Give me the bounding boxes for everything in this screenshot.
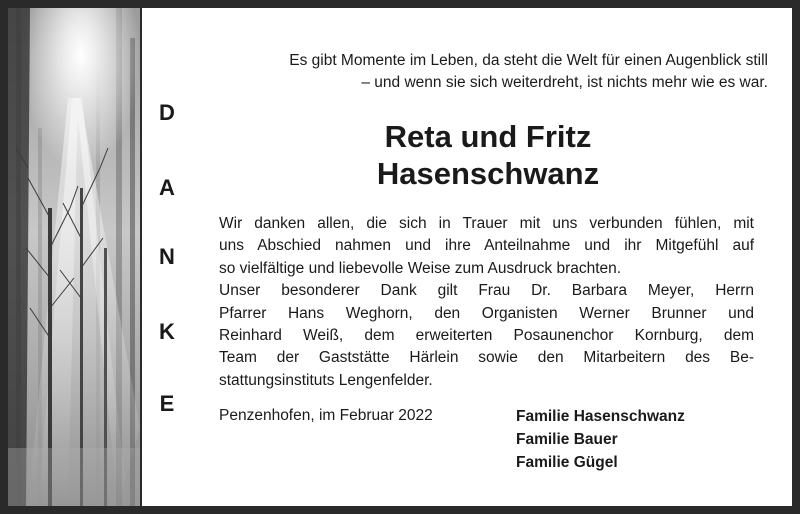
body-line: Team der Gaststätte Härlein sowie den Mitarbeitern des Be-: [219, 349, 754, 367]
quote-line: – und wenn sie sich weiterdreht, ist nichts mehr wie es war.: [361, 74, 768, 91]
danke-letter: N: [159, 244, 175, 269]
danke-letter: A: [159, 175, 175, 200]
body-line: stattungsinstituts Lengenfelder.: [219, 371, 433, 389]
body-line: Wir danken allen, die sich in Trauer mit uns verbunden fühlen, mit: [219, 215, 754, 232]
family-name: Familie Hasenschwanz: [516, 408, 685, 425]
deceased-first-names: Reta und Fritz: [384, 119, 592, 154]
deceased-surname: Hasenschwanz: [376, 156, 600, 191]
danke-letter: E: [159, 391, 175, 416]
family-name: Familie Gügel: [516, 454, 618, 471]
thank-you-text: [219, 213, 754, 392]
forest-photo: [8, 8, 140, 506]
danke-vertical-heading: [142, 8, 202, 506]
body-line: so vielfältige und liebevolle Weise zum Ausdruck brachten.: [219, 259, 622, 277]
danke-letter: D: [159, 100, 175, 125]
body-line: Unser besonderer Dank gilt Frau Dr. Barbara Meyer, Herrn: [219, 282, 754, 300]
memorial-quote: [208, 50, 768, 94]
deceased-names: [208, 118, 768, 192]
body-line: Reinhard Weiß, dem erweiterten Posaunenchor Kornburg, dem: [219, 327, 754, 345]
place-and-date: Penzenhofen, im Februar 2022: [219, 407, 433, 424]
body-line: uns Abschied nahmen und ihre Anteilnahme und ihr Mitgefühl auf: [219, 237, 754, 255]
family-signatures: [516, 405, 685, 474]
family-name: Familie Bauer: [516, 431, 618, 448]
quote-line: Es gibt Momente im Leben, da steht die Welt für einen Augenblick still: [289, 52, 768, 69]
body-line: Pfarrer Hans Weghorn, den Organisten Werner Brunner und: [219, 304, 754, 322]
danke-letter: K: [159, 319, 175, 344]
